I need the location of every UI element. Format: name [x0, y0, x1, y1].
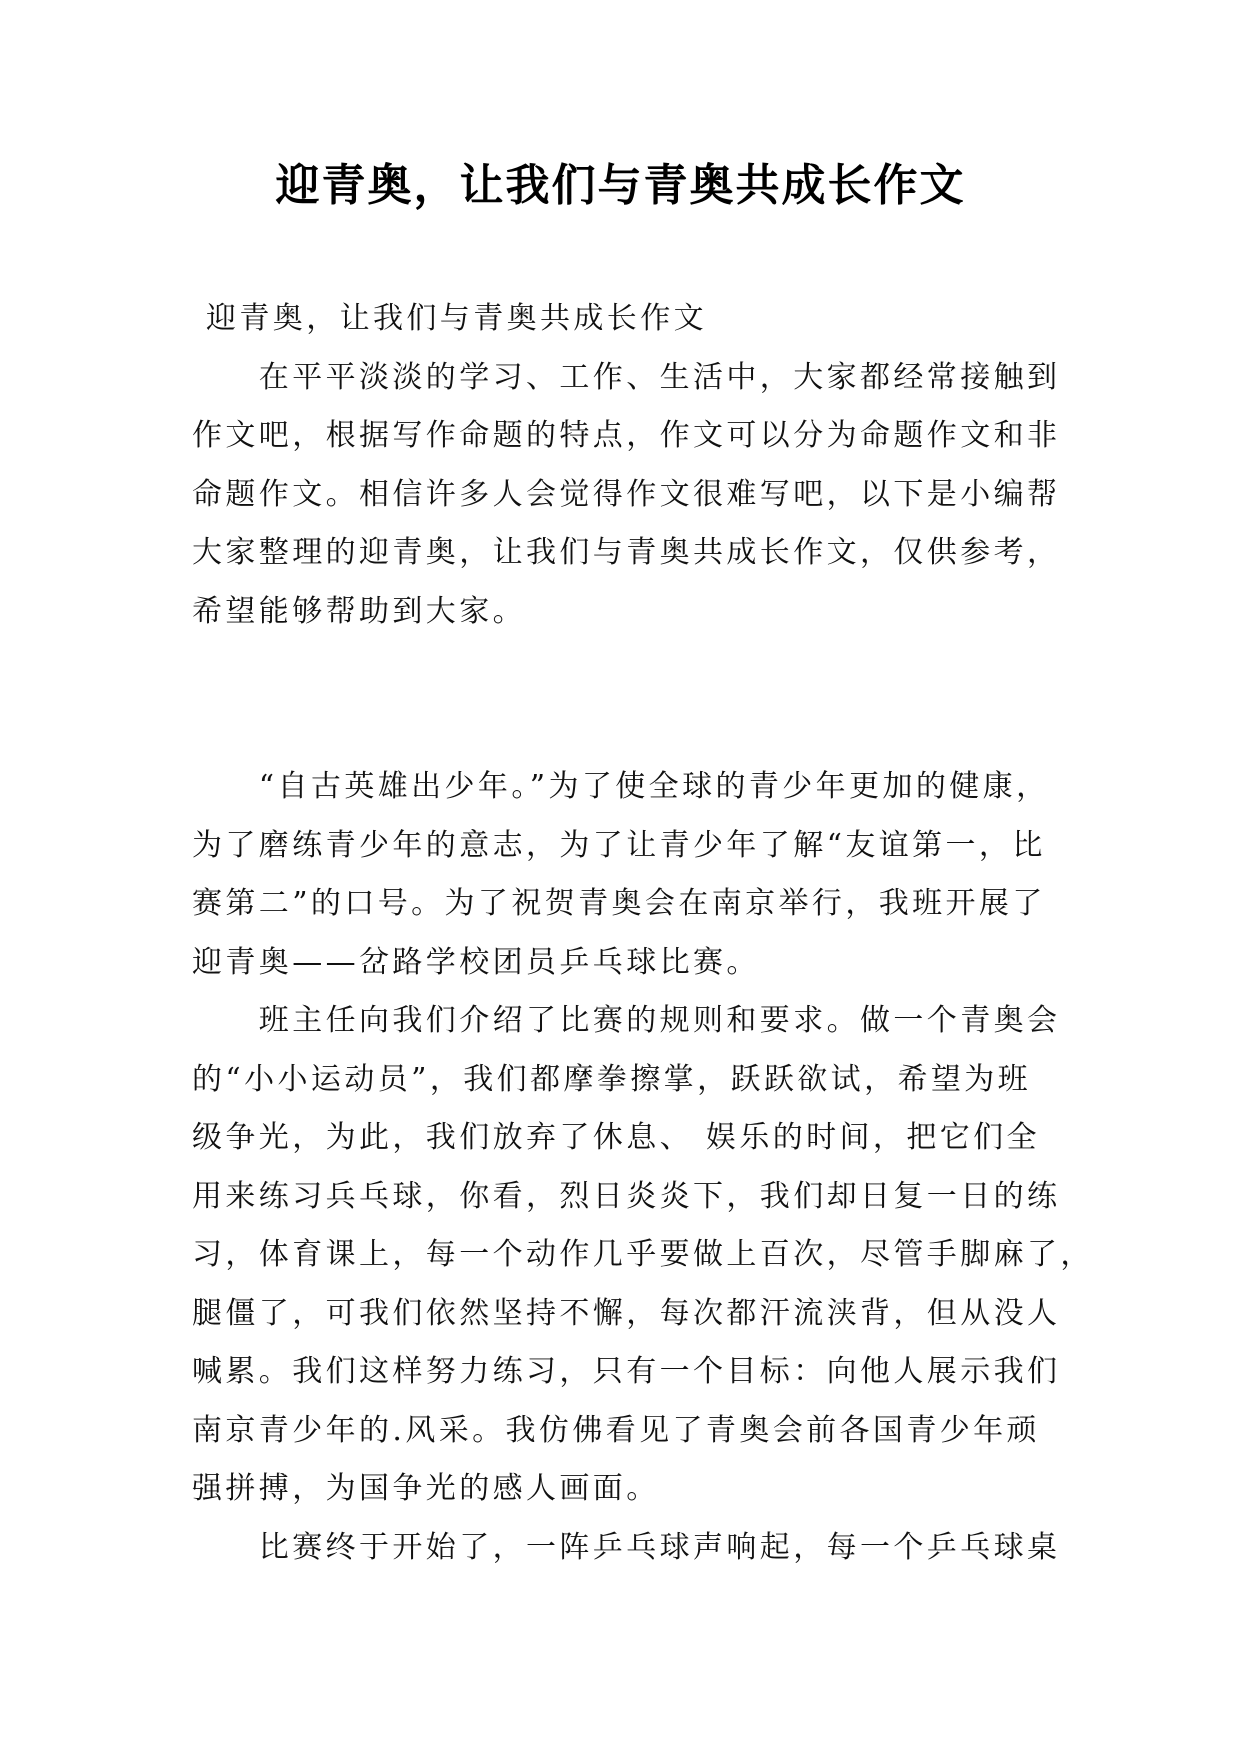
paragraph-line: 强拼搏，为国争光的感人画面。	[192, 1471, 660, 1506]
paragraph-line: 作文吧，根据写作命题的特点，作文可以分为命题作文和非	[192, 418, 1061, 453]
paragraph-line: 为了磨练青少年的意志，为了让青少年了解“友谊第一，比	[192, 827, 1046, 863]
paragraph-line: 赛第二”的口号。为了祝贺青奥会在南京举行，我班开展了	[192, 886, 1046, 921]
body-paragraph	[192, 758, 1192, 992]
document-body	[192, 290, 1192, 1577]
paragraph-line: “自古英雄出少年。”为了使全球的青少年更加的健康，	[258, 769, 1050, 804]
paragraph-line: 希望能够帮助到大家。	[192, 593, 526, 629]
paragraph-line: 南京青少年的.风采。我仿佛看见了青奥会前各国青少年顽	[192, 1412, 1040, 1448]
document-title: 迎青奥，让我们与青奥共成长作文	[275, 160, 966, 211]
paragraph-line: 大家整理的迎青奥，让我们与青奥共成长作文，仅供参考，	[192, 535, 1061, 570]
paragraph-line: 命题作文。相信许多人会觉得作文很难写吧，以下是小编帮	[192, 476, 1061, 512]
body-paragraph	[192, 992, 1192, 1519]
document-subtitle: 迎青奥，让我们与青奥共成长作文	[206, 301, 707, 336]
paragraph-line: 在平平淡淡的学习、工作、生活中，大家都经常接触到	[258, 359, 1061, 395]
paragraph-line: 比赛终于开始了，一阵乒乓球声响起，每一个乒乓球桌	[258, 1529, 1061, 1565]
body-paragraph	[192, 1519, 1192, 1578]
paragraph-line: 迎青奥——岔路学校团员乒乓球比赛。	[192, 944, 760, 980]
paragraph-line: 用来练习兵乓球，你看，烈日炎炎下，我们却日复一日的练	[192, 1178, 1061, 1214]
paragraph-line: 级争光，为此，我们放弃了休息、 娱乐的时间，把它们全	[192, 1120, 1040, 1155]
paragraph-line: 喊累。我们这样努力练习，只有一个目标：向他人展示我们	[192, 1354, 1061, 1389]
paragraph-line: 的“小小运动员”，我们都摩拳擦掌，跃跃欲试，希望为班	[192, 1061, 1032, 1097]
paragraph-line: 习，体育课上，每一个动作几乎要做上百次，尽管手脚麻了，	[192, 1237, 1094, 1272]
paragraph-line: 腿僵了，可我们依然坚持不懈，每次都汗流浃背，但从没人	[192, 1295, 1061, 1331]
paragraph-line: 班主任向我们介绍了比赛的规则和要求。做一个青奥会	[258, 1003, 1061, 1038]
intro-paragraph	[192, 349, 1192, 642]
